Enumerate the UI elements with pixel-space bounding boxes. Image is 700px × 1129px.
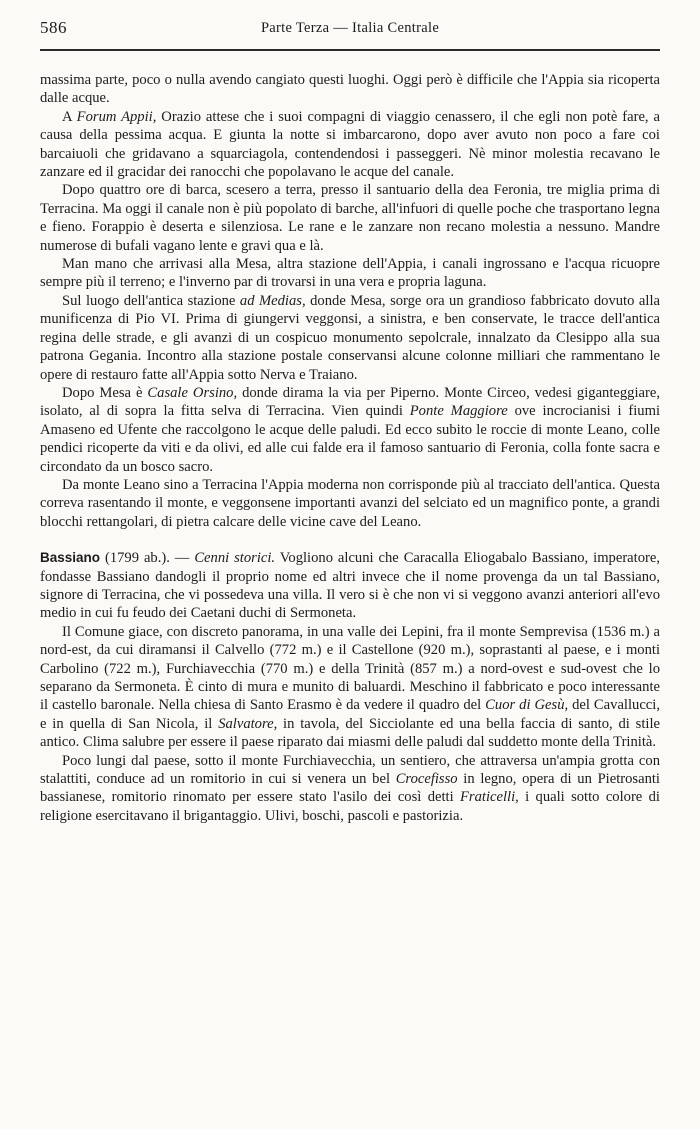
italic-place-name: Casale Orsino, <box>147 384 238 401</box>
page-number: 586 <box>40 18 67 37</box>
italic-subheading: Cenni storici. <box>194 550 276 567</box>
paragraph-forum-appii <box>40 108 660 182</box>
text-run: Dopo Mesa è <box>62 384 148 401</box>
text-run: i quali sotto colore di religione esercitavano il brigantaggio. Ulivi, boschi, pascoli e pastorizia. <box>40 789 660 824</box>
paragraph-comune <box>40 623 660 752</box>
paragraph-monte-leano: Da monte Leano sino a Terracina l'Appia moderna non corrisponde più al tracciato dell'antica. Questa correva rasentando il monte, e veggonsene importanti avanzi del selciato ed un magnifico ponte, a grandi blocchi rettangolari, di pietra calcare delle vicine cave del Leano. <box>40 476 660 530</box>
italic-artwork-title: Cuor di Gesù, <box>485 697 569 714</box>
text-run: donde Mesa, sorge ora un grandioso fabbricato dovuto alla munificenza di Pio VI. Prima di giungervi veggonsi, a sinistra, e ben conservate, le tracce dell'antica regina delle strade, e gli avanzi di un cospicuo monumento sepolcrale, innalzato da Clesippo alla sua patrona Gegania. Incontro alla stazione postale conservansi alcune colonne milliari che rammentano le opere di restauro fatte all'Appia sotto Nerva e Traiano. <box>40 292 660 383</box>
italic-artwork-title: Salvatore, <box>218 715 278 732</box>
paragraph-continuation: massima parte, poco o nulla avendo cangiato questi luoghi. Oggi però è difficile che l'Appia sia ricoperta dalle acque. <box>40 72 660 107</box>
text-run: donde dirama la via per Piperno. Monte Circeo, vedesi giganteggiare, isolato, al di sopra la fitta selva di Terracina. Vien quindi <box>40 384 660 420</box>
text-run: del Cavallucci, e in quella di San Nicola, il <box>40 697 660 732</box>
paragraph-ad-medias <box>40 292 660 384</box>
text-run: Il Comune giace, con discreto panorama, in una valle dei Lepini, fra il monte Semprevisa (1536 m.) a nord-est, da cui diramansi il Calvello (772 m.) e il Castellone (920 m.), soprastanti al paese, e i monti Carbolino (722 m.), Furchiavecchia (770 m.) e della Trinità (857 m.) a nord-ovest e sud-ovest che lo separano da Sermoneta. È cinto di mura e munito di baluardi. Meschino il fabbricato e poco interessante il castello baronale. Nella chiesa di Santo Erasmo è da vedere il quadro del <box>40 623 660 714</box>
text-run: in legno, opera di un Pietrosanti bassianese, romitorio rinomato per essere stato l'asilo dei così detti <box>40 771 660 806</box>
paragraph-casale-orsino <box>40 384 660 476</box>
paragraph-romitorio <box>40 752 660 826</box>
text-run: ove incrocianisi i fiumi Amaseno ed Ufente che raccolgono le acque delle paludi. Ed ecco subito le roccie di monte Leano, colle pendici ricoperte da viti e da olivi, ed alle cui falde era il famoso santuario di Feronia, colla fonte sacra e circondato da un bosco sacro. <box>40 403 660 475</box>
italic-place-name: Forum Appii, <box>76 108 157 125</box>
italic-artwork-title: Crocefisso <box>395 771 458 788</box>
running-head <box>40 0 660 44</box>
text-run: Vogliono alcuni che Caracalla Eliogabalo Bassiano, imperatore, fondasse Bassiano dandogli il proprio nome ed altri invece che il nome provenga da un tal Bassiano, signore di Terracina, che vi possedeva una villa. Il vero si è che non vi si veggono avanzi anteriori all'evo medio in cui fu feudo dei Caetani duchi di Sermoneta. <box>40 550 660 622</box>
running-title: Parte Terza — Italia Centrale <box>260 20 440 36</box>
text-run: (1799 ab.). — <box>100 550 195 567</box>
italic-place-name: Ponte Maggiore <box>409 403 508 420</box>
italic-group-name: Fraticelli, <box>460 789 519 806</box>
header-rule <box>40 49 660 51</box>
text-run: A <box>62 108 77 125</box>
text-run: Sul luogo dell'antica stazione <box>62 292 240 309</box>
body-text <box>40 71 660 825</box>
text-run: in tavola, del Sicciolante ed una bella faccia di santo, di stile antico. Clima salubre per essere il paese riparato dai miasmi delle paludi dal suddetto monte della Trinità. <box>40 715 660 751</box>
section-title: Bassiano <box>40 550 101 566</box>
text-run: Orazio attese che i suoi compagni di viaggio cenassero, il che egli non potè fare, a causa della pessima acqua. E giunta la notte si imbarcarono, dopo aver avuto non poco a fare coi barcaiuoli che gridavano a squarciagola, contendendosi i passeggeri. Nè minor molestia recavano le zanzare ed il gracidar dei ranocchi che popolavano le acque del canale. <box>40 108 660 181</box>
text-run: Poco lungi dal paese, sotto il monte Furchiavecchia, un sentiero, che attraversa un'ampia grotta con stalattiti, conduce ad un romitorio in cui si venera un bel <box>40 752 660 788</box>
section-bassiano <box>40 549 660 623</box>
paragraph-feronia: Dopo quattro ore di barca, scesero a terra, presso il santuario della dea Feronia, tre miglia prima di Terracina. Ma oggi il canale non è più popolato di barche, all'infuori di quelle poche che trasportano legna e fieno. Forappio è deserta e silenziosa. Le rane e le zanzare non recano molestia a nessuno. Mandre numerose di bufali vagano lente e gravi qua e là. <box>40 182 660 254</box>
paragraph-mesa: Man mano che arrivasi alla Mesa, altra stazione dell'Appia, i canali ingrossano e l'acqua ricuopre sempre più il terreno; e l'inverno par di trovarsi in una vera e propria laguna. <box>40 256 660 291</box>
italic-place-name: ad Medias, <box>239 292 306 309</box>
